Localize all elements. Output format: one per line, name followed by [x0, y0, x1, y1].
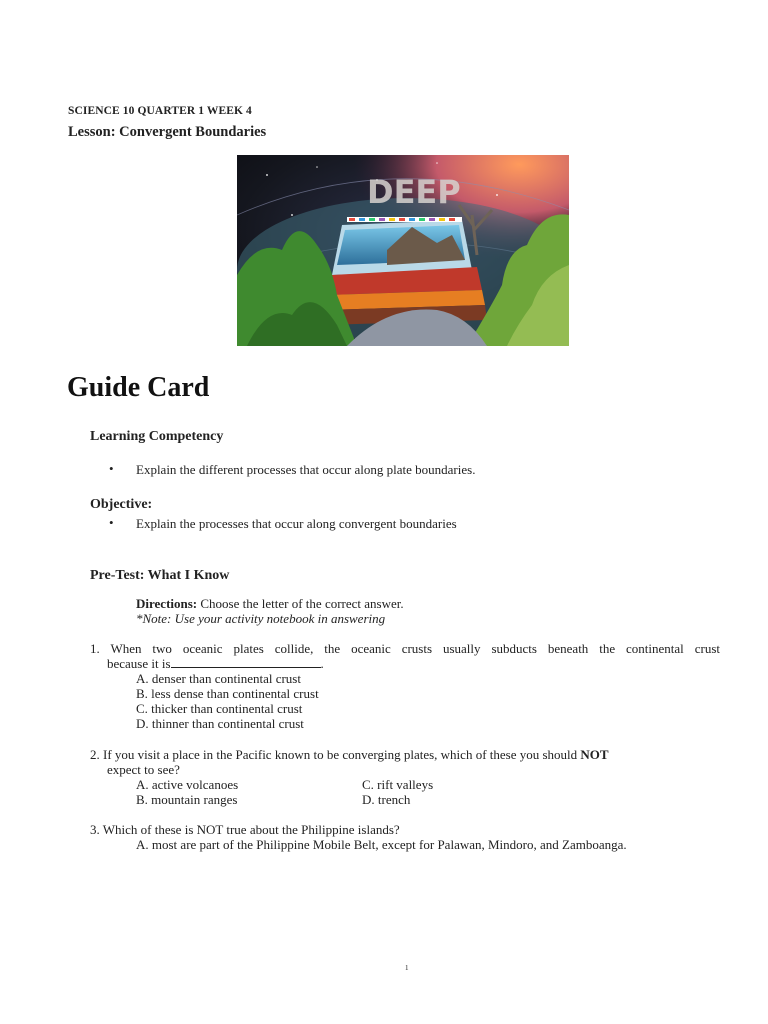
question-1-option-d: D. thinner than continental crust: [136, 716, 304, 731]
bullet-icon: •: [109, 461, 114, 476]
pretest-heading: Pre-Test: What I Know: [90, 568, 230, 583]
plate-boundary-illustration: [237, 155, 569, 346]
directions-label: Directions:: [136, 596, 198, 611]
question-1-option-c: C. thicker than continental crust: [136, 701, 303, 716]
question-1-line2: [107, 656, 324, 671]
answer-blank: [171, 656, 321, 668]
objective-heading: Objective:: [90, 497, 153, 512]
question-2-line1: [90, 747, 609, 762]
learning-competency-text: Explain the different processes that occur along plate boundaries.: [136, 462, 476, 477]
question-1-option-a: A. denser than continental crust: [136, 671, 301, 686]
question-2-option-c: C. rift valleys: [362, 777, 434, 792]
question-1-stem-end: because it is: [107, 656, 171, 671]
question-3-option-a: A. most are part of the Philippine Mobile Belt, except for Palawan, Mindoro, and Zamboanga.: [136, 837, 627, 852]
objective-text: Explain the processes that occur along convergent boundaries: [136, 516, 457, 531]
question-2-line2: expect to see?: [107, 762, 180, 777]
learning-competency-item: [109, 461, 476, 478]
question-2-emphasis: NOT: [580, 747, 609, 762]
question-2-option-b: B. mountain ranges: [136, 792, 238, 807]
course-header: SCIENCE 10 QUARTER 1 WEEK 4: [68, 105, 252, 117]
question-2-stem: 2. If you visit a place in the Pacific known to be converging plates, which of these you should: [90, 747, 581, 762]
directions-note: *Note: Use your activity notebook in answering: [136, 611, 386, 626]
illustration-label: DEEP: [367, 173, 461, 211]
question-1-period: .: [320, 656, 324, 671]
directions: [136, 596, 404, 611]
bullet-icon: •: [109, 515, 114, 530]
page-number: 1: [405, 964, 409, 972]
learning-competency-heading: Learning Competency: [90, 429, 224, 444]
objective-item: [109, 515, 457, 532]
lesson-title: Lesson: Convergent Boundaries: [68, 124, 267, 140]
directions-text: Choose the letter of the correct answer.: [197, 596, 404, 611]
question-3-line1: 3. Which of these is NOT true about the Philippine islands?: [90, 822, 400, 837]
question-2-option-d: D. trench: [362, 792, 411, 807]
question-1-line1: 1. When two oceanic plates collide, the oceanic crusts usually subducts beneath the continental crust: [90, 641, 720, 656]
question-2-option-a: A. active volcanoes: [136, 777, 239, 792]
guide-card-title: Guide Card: [67, 372, 210, 403]
question-1-option-b: B. less dense than continental crust: [136, 686, 319, 701]
